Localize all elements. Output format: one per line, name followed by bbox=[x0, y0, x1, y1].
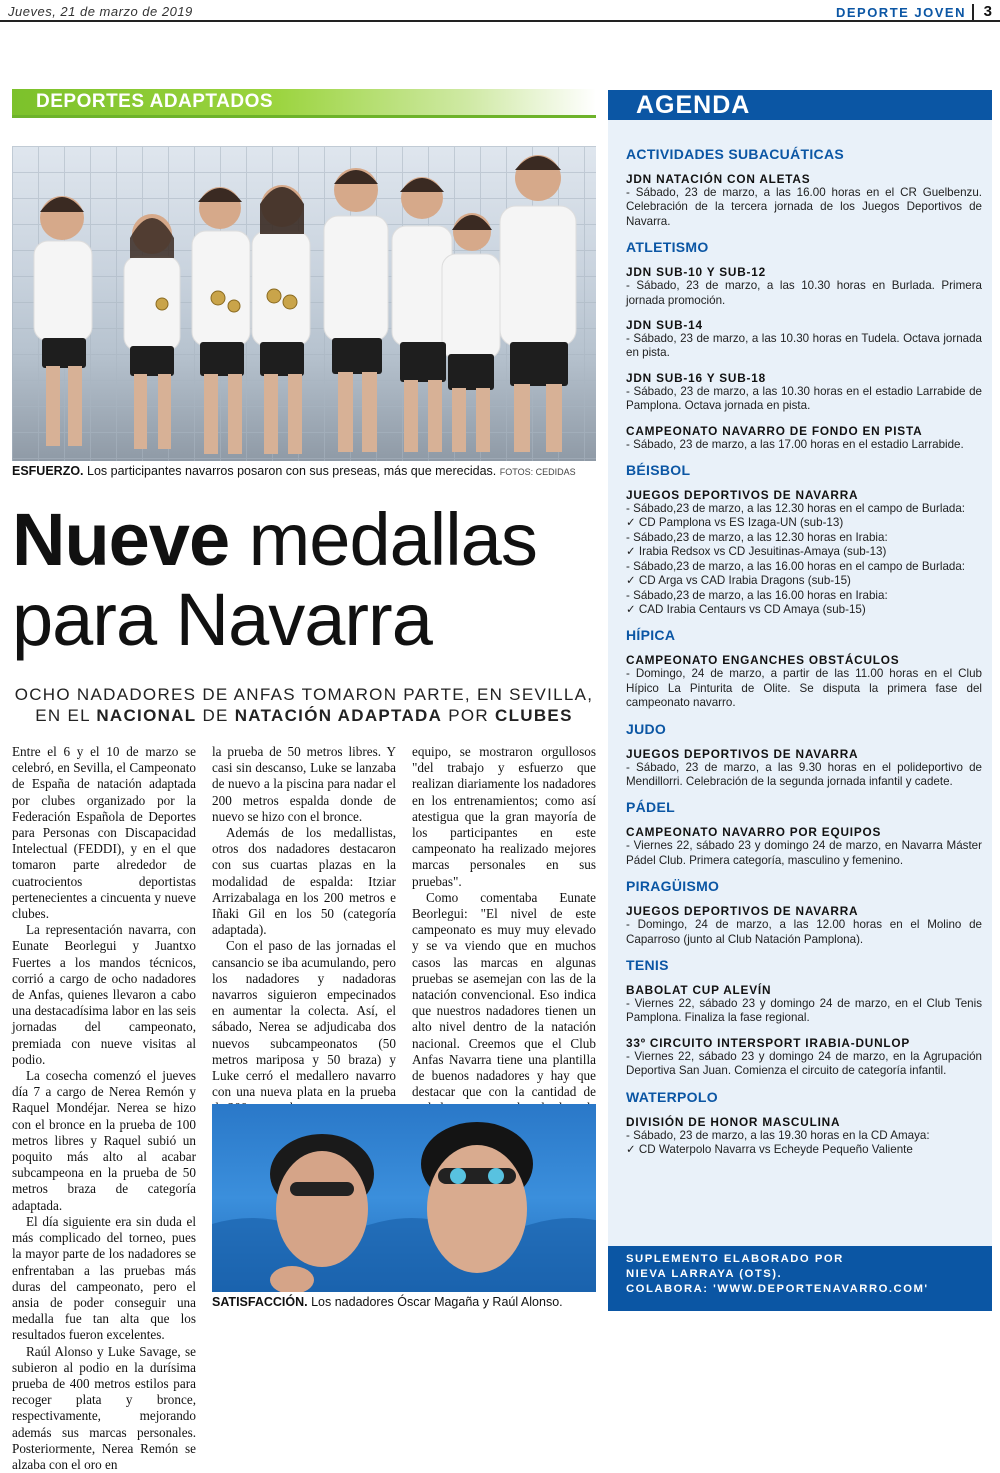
subhead-part: EN EL bbox=[35, 706, 97, 725]
paragraph: Raúl Alonso y Luke Savage, se subieron al podio en la durísima prueba de 400 metros estilos para recoger plata y bronce, respectivamente, mejorando además sus marcas personales. Posteriormente, Nerea Remón se alzaba con el oro en bbox=[12, 1343, 196, 1472]
article-column-2 bbox=[212, 744, 396, 1165]
agenda-event-line: - Domingo, 24 de marzo, a las 12.00 horas en el Molino de Caparroso (junto al Club Natación Pamplona). bbox=[626, 918, 982, 946]
caption-lead: SATISFACCIÓN. bbox=[212, 1295, 308, 1309]
agenda-event-title: JUEGOS DEPORTIVOS DE NAVARRA bbox=[626, 488, 859, 503]
header-rule bbox=[0, 20, 1000, 22]
agenda-category: PIRAGÜISMO bbox=[626, 878, 720, 895]
agenda-event-line: - Sábado,23 de marzo, a las 16.00 horas en el campo de Burlada: bbox=[626, 559, 966, 573]
agenda-event-title: CAMPEONATO ENGANCHES OBSTÁCULOS bbox=[626, 653, 900, 668]
agenda-category: ATLETISMO bbox=[626, 239, 709, 256]
agenda-category: PÁDEL bbox=[626, 799, 675, 816]
header-divider bbox=[972, 4, 974, 20]
team-photo bbox=[12, 146, 596, 461]
paragraph: equipo, se mostraron orgullosos "del trabajo y esfuerzo que realizan diariamente los nadadores en los entrenamientos; como así atestigua que la gran mayoría de los participantes en este campeonato ha realizado mejores marcas personales en sus pruebas". bbox=[412, 744, 596, 889]
agenda-event-title: 33º CIRCUITO INTERSPORT IRABIA-DUNLOP bbox=[626, 1035, 911, 1050]
paragraph: Además de los medallistas, otros dos nadadores destacaron con sus cuartas plazas en la modalidad de espalda: Itziar Arrizabalaga en los 200 metros e Iñaki Gil en los 50 (categoría adaptada). bbox=[212, 825, 396, 938]
agenda-event bbox=[626, 371, 982, 414]
headline-rest: medallas bbox=[229, 498, 537, 581]
subhead-part: CLUBES bbox=[495, 706, 573, 725]
agenda-event bbox=[626, 318, 982, 361]
paragraph: Entre el 6 y el 10 de marzo se celebró, en Sevilla, el Campeonato de España de natación adaptada por clubes organizado por la Federación Española de Deportes para Personas con Discapacidad Intelectual (FEDDI), y en el que tomaron parte alrededor de cuatrocientos deportistas pertenecientes a cincuenta y nueve clubes. bbox=[12, 744, 196, 922]
photo-credit: FOTOS: CEDIDAS bbox=[499, 467, 576, 477]
agenda-event bbox=[626, 172, 982, 229]
subhead-part: NACIONAL bbox=[96, 706, 197, 725]
swimmers-photo-illustration bbox=[212, 1104, 596, 1292]
agenda-event-line: - Sábado, 23 de marzo, a las 10.30 horas en el estadio Larrabide de Pamplona. Octava jornada en pista. bbox=[626, 384, 982, 413]
headline-bold: Nueve bbox=[12, 498, 230, 581]
agenda-event-title: JDN SUB-10 Y SUB-12 bbox=[626, 265, 766, 280]
caption-lead: ESFUERZO. bbox=[12, 464, 84, 478]
agenda-event-title: JDN SUB-14 bbox=[626, 318, 703, 333]
agenda-category: ACTIVIDADES SUBACUÁTICAS bbox=[626, 146, 844, 162]
article-column-1 bbox=[12, 744, 196, 1473]
paragraph: Con el paso de las jornadas el cansancio se iba acumulando, pero los nadadores y nadadoras navarros siguieron empecinados en aumentar la colecta. Así, el sábado, Nerea se adjudicaba dos nuevos subcampeonatos (50 metros mariposa y 50 braza) y Luke cerró el medallero navarro con una nueva plata en la prueba bbox=[212, 938, 396, 1100]
subhead-part: NATACIÓN ADAPTADA bbox=[234, 706, 443, 725]
agenda-event bbox=[626, 747, 982, 790]
agenda-event-line: - Sábado, 23 de marzo, a las 19.30 horas en la CD Amaya: bbox=[626, 1128, 930, 1142]
paragraph: La cosecha comenzó el jueves día 7 a cargo de Nerea Remón y Raquel Mondéjar. Nerea se hizo con el bronce en la prueba de 100 metros libres y Raquel subió un poquito más alto al acabar subcampeona en la prueba de 50 metros braza de categoría adaptada. bbox=[12, 1068, 196, 1213]
agenda-event-line: ✓ Irabia Redsox vs CD Jesuitinas-Amaya (sub-13) bbox=[626, 545, 887, 559]
agenda-event bbox=[626, 265, 982, 308]
paragraph: El día siguiente era sin duda el más complicado del torneo, pues la mayor parte de los nadadores se enfrentaban a las pruebas más duras del campeonato, pero el ansia de poder conseguir una medalla fue tan alta que los resultados fueron excelentes. bbox=[12, 1213, 196, 1343]
agenda-event-line: - Sábado,23 de marzo, a las 12.30 horas en Irabia: bbox=[626, 530, 888, 544]
team-photo-illustration bbox=[12, 146, 596, 461]
credits-line: NIEVA LARRAYA (OTS). bbox=[626, 1268, 783, 1280]
agenda-event-title: CAMPEONATO NAVARRO POR EQUIPOS bbox=[626, 825, 882, 840]
agenda-event-line: - Sábado, 23 de marzo, a las 10.30 horas en Burlada. Primera jornada promoción. bbox=[626, 279, 982, 307]
agenda-event-title: JUEGOS DEPORTIVOS DE NAVARRA bbox=[626, 746, 859, 761]
credits-text bbox=[626, 1252, 986, 1297]
header-section: DEPORTE JOVEN bbox=[835, 5, 966, 20]
agenda-event-title: JDN SUB-16 Y SUB-18 bbox=[626, 370, 766, 385]
photo-caption-2 bbox=[212, 1295, 563, 1309]
agenda-event bbox=[626, 653, 982, 710]
paragraph: la prueba de 50 metros libres. Y casi sin descanso, Luke se lanzaba de nuevo a la piscina para nadar el 200 metros espalda donde de nuevo se hizo con el bronce. bbox=[212, 744, 396, 824]
agenda-event-title: JUEGOS DEPORTIVOS DE NAVARRA bbox=[626, 904, 859, 919]
agenda-event-line: - Viernes 22, sábado 23 y domingo 24 de marzo, en la Agrupación Deportiva San Juan. Comienza el circuito de categoría infantil. bbox=[626, 1049, 982, 1078]
agenda-event-title: CAMPEONATO NAVARRO DE FONDO EN PISTA bbox=[626, 423, 923, 438]
agenda-event-title: BABOLAT CUP ALEVÍN bbox=[626, 982, 772, 997]
headline-line2: para Navarra bbox=[12, 578, 432, 661]
agenda-category: JUDO bbox=[626, 720, 667, 737]
caption-text: Los nadadores Óscar Magaña y Raúl Alonso. bbox=[307, 1295, 563, 1309]
page-number: 3 bbox=[983, 3, 992, 20]
agenda-event-title: JDN NATACIÓN CON ALETAS bbox=[626, 172, 811, 186]
agenda-event-line: ✓ CD Waterpolo Navarra vs Echeyde Pequeño Valiente bbox=[626, 1143, 913, 1156]
header-date: Jueves, 21 de marzo de 2019 bbox=[8, 4, 193, 19]
agenda-event-line: ✓ CAD Irabia Centaurs vs CD Amaya (sub-15) bbox=[626, 602, 866, 616]
agenda-event bbox=[626, 488, 982, 617]
agenda-event bbox=[626, 1036, 982, 1079]
agenda-event-line: - Viernes 22, sábado 23 y domingo 24 de marzo, en Navarra Máster Pádel Club. Primera categoría, masculino y femenino. bbox=[626, 839, 982, 867]
section-label: DEPORTES ADAPTADOS bbox=[36, 91, 274, 112]
agenda-event bbox=[626, 1115, 982, 1158]
agenda-list bbox=[620, 140, 982, 1167]
agenda-event-line: - Sábado,23 de marzo, a las 16.00 horas en Irabia: bbox=[626, 588, 888, 602]
headline bbox=[12, 500, 602, 660]
section-rule bbox=[12, 115, 596, 118]
agenda-event-line: - Sábado, 23 de marzo, a las 16.00 horas en el CR Guelbenzu. Celebración de la tercera jornada de los Juegos Deportivos de Navarra. bbox=[626, 186, 982, 228]
subheadline bbox=[12, 684, 596, 726]
paragraph: Como comentaba Eunate Beorlegui: "El nivel de este campeonato es muy muy elevado y se va viendo que en muchos casos las marcas en algunas pruebas se asemejan con las de la natación convencional. Eso indica que nuestros nadadores tienen un alto nivel dentro de la natación nacional. Creemos que el Club Anfas Navarra tiene una plantilla de buenos nadadores y hay que destacar que con la cantidad de bbox=[412, 889, 596, 1100]
agenda-event-line: - Sábado, 23 de marzo, a las 10.30 horas en Tudela. Octava jornada en pista. bbox=[626, 332, 982, 360]
agenda-category: HÍPICA bbox=[626, 627, 676, 644]
agenda-category: WATERPOLO bbox=[626, 1088, 718, 1105]
agenda-event-line: - Sábado, 23 de marzo, a las 9.30 horas en el polideportivo de Mendillorri. Celebración de la segunda jornada infantil y cadete. bbox=[626, 760, 982, 788]
swimmers-photo bbox=[212, 1104, 596, 1292]
credits-line: COLABORA: 'WWW.DEPORTENAVARRO.COM' bbox=[626, 1283, 929, 1295]
agenda-event bbox=[626, 904, 982, 947]
agenda-category: TENIS bbox=[626, 956, 669, 973]
credits-line: SUPLEMENTO ELABORADO POR bbox=[626, 1253, 844, 1265]
agenda-event-line: ✓ CD Arga vs CAD Irabia Dragons (sub-15) bbox=[626, 574, 851, 588]
agenda-category: BÉISBOL bbox=[626, 462, 691, 479]
agenda-title: AGENDA bbox=[636, 91, 751, 119]
subhead-part: POR bbox=[442, 706, 496, 725]
subhead-line1: OCHO NADADORES DE ANFAS TOMARON PARTE, EN SEVILLA, bbox=[14, 685, 594, 704]
agenda-event-line: - Domingo, 24 de marzo, a partir de las 11.00 horas en el Club Hípico La Pinturita de Olite. Se disputa la primera fase del campeonato navarro. bbox=[626, 667, 982, 710]
subhead-part: DE bbox=[196, 706, 235, 725]
photo-caption bbox=[12, 464, 576, 478]
agenda-event bbox=[626, 825, 982, 868]
agenda-event-line: - Sábado, 23 de marzo, a las 17.00 horas en el estadio Larrabide. bbox=[626, 437, 964, 451]
article-column-3 bbox=[412, 744, 596, 1149]
agenda-event bbox=[626, 424, 982, 452]
agenda-event-line: - Viernes 22, sábado 23 y domingo 24 de marzo, en el Club Tenis Pamplona. Finaliza la fase regional. bbox=[626, 996, 982, 1025]
agenda-event bbox=[626, 983, 982, 1026]
agenda-event-line: - Sábado,23 de marzo, a las 12.30 horas en el campo de Burlada: bbox=[626, 502, 966, 516]
paragraph: La representación navarra, con Eunate Beorlegui y Juantxo Fuertes a los mandos técnicos, corrió a cargo de ocho nadadores de Anfas, quienes llevaron a cabo una destacadísima labor en las seis jornadas del campeonato, premiada con nueve visitas al podio. bbox=[12, 922, 196, 1067]
caption-text: Los participantes navarros posaron con sus preseas, más que merecidas. bbox=[83, 464, 497, 478]
agenda-event-line: ✓ CD Pamplona vs ES Izaga-UN (sub-13) bbox=[626, 516, 844, 530]
agenda-event-title: DIVISIÓN DE HONOR MASCULINA bbox=[626, 1114, 841, 1129]
